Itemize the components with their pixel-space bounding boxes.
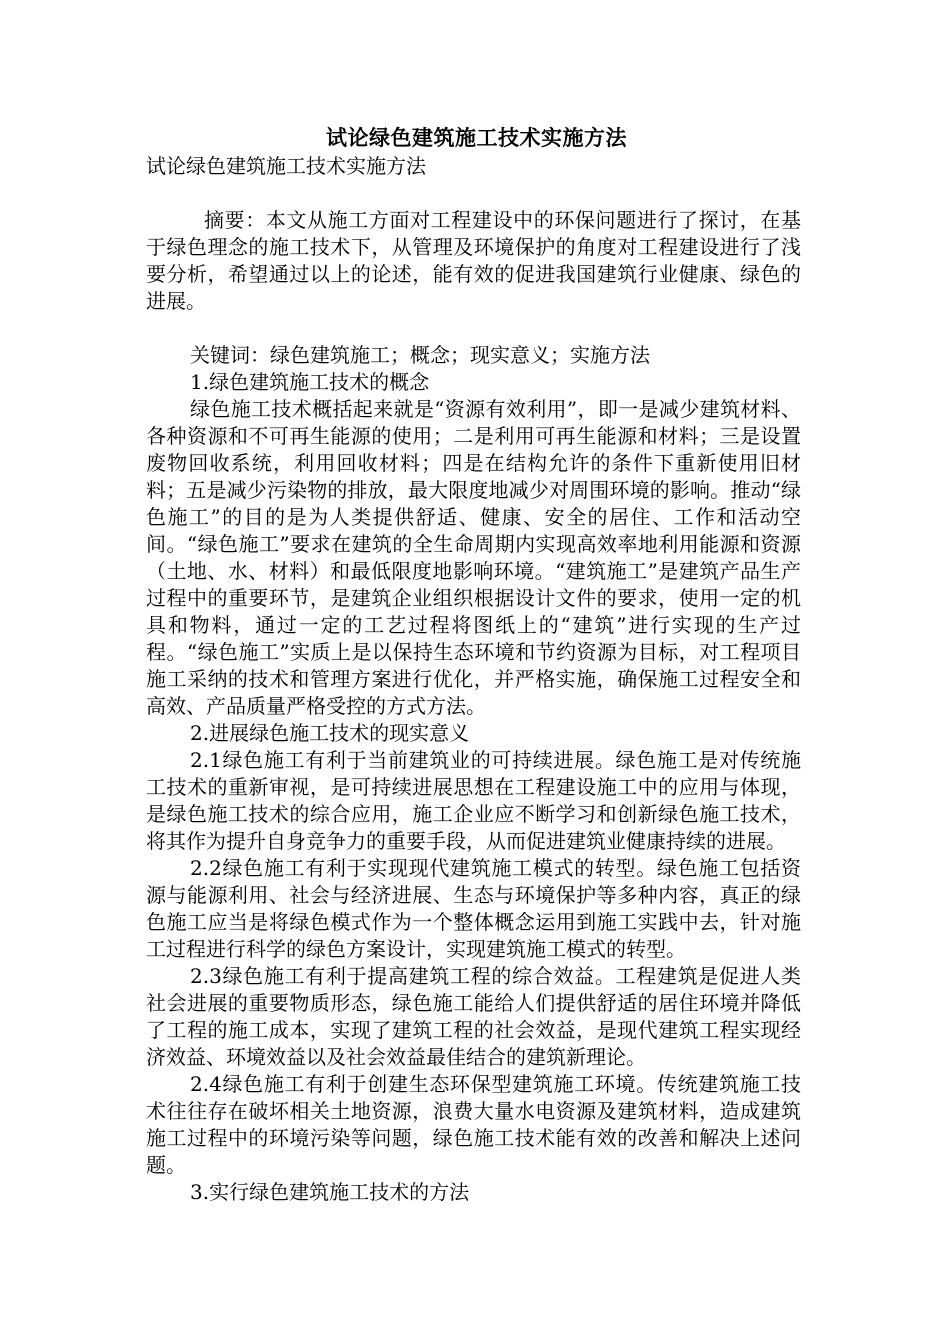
section-heading-2: 2.进展绿色施工技术的现实意义	[190, 721, 470, 745]
section-2-paragraph-2: 2.2绿色施工有利于实现现代建筑施工模式的转型。绿色施工包括资源与能源利用、社会与经济进展、生态与环境保护等多种内容，真正的绿色施工应当是将绿色模式作为一个整体概念运用到施工实践中去，针对施工过程进行科学的绿色方案设计，实现建筑施工模式的转型。	[146, 856, 801, 961]
section-1-paragraph-1: 绿色施工技术概括起来就是“资源有效利用”，即一是减少建筑材料、各种资源和不可再生能源的使用；二是利用可再生能源和材料；三是设置废物回收系统，利用回收材料；四是在结构允许的条件下重新使用旧材料；五是减少污染物的排放，最大限度地减少对周围环境的影响。推动“绿色施工”的目的是为人类提供舒适、健康、安全的居住、工作和活动空间。“绿色施工”要求在建筑的全生命周期内实现高效率地利用能源和资源（土地、水、材料）和最低限度地影响环境。“建筑施工”是建筑产品生产过程中的重要环节，是建筑企业组织根据设计文件的要求，使用一定的机具和物料，通过一定的工艺过程将图纸上的“建筑”进行实现的生产过程。“绿色施工”实质上是以保持生态环境和节约资源为目标，对工程项目施工采纳的技术和管理方案进行优化，并严格实施，确保施工过程安全和高效、产品质量严格受控的方式方法。	[146, 397, 801, 718]
section-heading-1: 1.绿色建筑施工技术的概念	[190, 370, 430, 394]
section-2-paragraph-1: 2.1绿色施工有利于当前建筑业的可持续进展。绿色施工是对传统施工技术的重新审视，是可持续进展思想在工程建设施工中的应用与体现，是绿色施工技术的综合应用，施工企业应不断学习和创新绿色施工技术，将其作为提升自身竞争力的重要手段，从而促进建筑业健康持续的进展。	[146, 748, 801, 853]
abstract-paragraph: 摘要：本文从施工方面对工程建设中的环保问题进行了探讨，在基于绿色理念的施工技术下，从管理及环境保护的角度对工程建设进行了浅要分析，希望通过以上的论述，能有效的促进我国建筑行业健康、绿色的进展。	[146, 208, 801, 313]
section-heading-3: 3.实行绿色建筑施工技术的方法	[190, 1180, 470, 1204]
section-2-paragraph-3: 2.3绿色施工有利于提高建筑工程的综合效益。工程建筑是促进人类社会进展的重要物质形态，绿色施工能给人们提供舒适的居住环境并降低了工程的施工成本，实现了建筑工程的社会效益，是现代建筑工程实现经济效益、环境效益以及社会效益最佳结合的建筑新理论。	[146, 964, 801, 1069]
document-title: 试论绿色建筑施工技术实施方法	[326, 125, 627, 150]
keywords-line: 关键词：绿色建筑施工；概念；现实意义；实施方法	[190, 343, 650, 367]
section-2-paragraph-4: 2.4绿色施工有利于创建生态环保型建筑施工环境。传统建筑施工技术往往存在破坏相关土地资源，浪费大量水电资源及建筑材料，造成建筑施工过程中的环境污染等问题，绿色施工技术能有效的改善和解决上述问题。	[146, 1072, 801, 1177]
document-subtitle: 试论绿色建筑施工技术实施方法	[146, 154, 426, 178]
